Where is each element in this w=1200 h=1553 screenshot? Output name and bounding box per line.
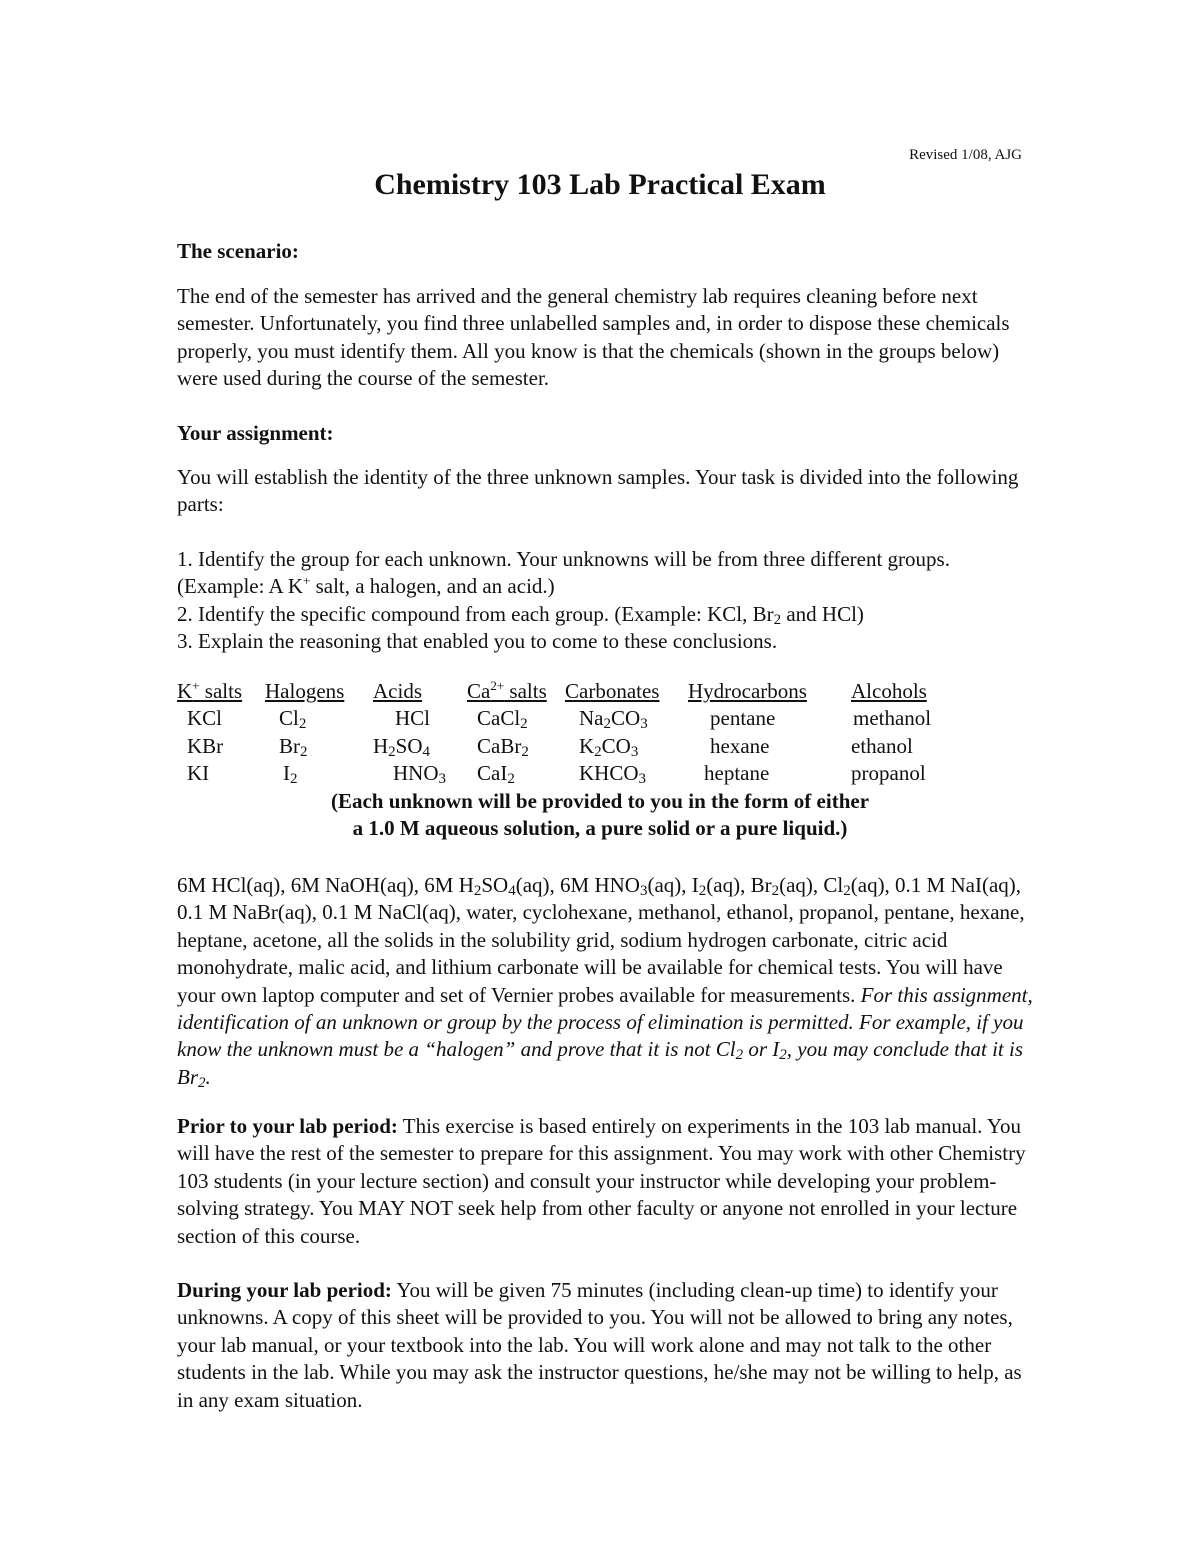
- step-1-text-a: 1. Identify the group for each unknown. Your unknowns will be from three different groups. (Example: A K: [177, 547, 950, 599]
- cell-cl2: $Cl_2$: [279, 706, 307, 733]
- during-paragraph: [177, 1277, 1037, 1414]
- cell-hexane: hexane: [710, 733, 770, 758]
- cell-methanol: methanol: [853, 706, 932, 731]
- cell-br2: $Br_2$: [279, 733, 308, 760]
- unknown-form-note: [0, 788, 1200, 843]
- prior-paragraph: [177, 1113, 1037, 1250]
- scenario-paragraph: The end of the semester has arrived and the general chemistry lab requires cleaning before next semester. Unfortunately, you find three unlabelled samples and, in order to dispose these chemicals properly, you must identify them. All you know is that the chemicals (shown in the groups below) were used during the course of the semester.: [177, 284, 1010, 391]
- step-2-text-a: 2. Identify the specific compound from each group. (Example: KCl, Br: [177, 601, 774, 626]
- header-alcohols: Alcohols: [851, 679, 927, 703]
- header-hydrocarbons: Hydrocarbons: [688, 679, 807, 703]
- note-line-2: a 1.0 M aqueous solution, a pure solid or a pure liquid.): [352, 816, 848, 841]
- cell-khco3: $KHCO_3$: [579, 761, 647, 788]
- cell-hno3: $HNO_3$: [393, 761, 446, 788]
- table-header-row: [177, 678, 951, 705]
- assignment-heading-text: Your assignment:: [177, 421, 334, 445]
- header-carbonates: Carbonates: [565, 679, 660, 703]
- page-title: Chemistry 103 Lab Practical Exam: [374, 168, 826, 201]
- step-2: [177, 601, 1037, 628]
- table-row: [177, 760, 951, 787]
- step-3: 3. Explain the reasoning that enabled you to come to these conclusions.: [177, 629, 778, 654]
- note-line-1: (Each unknown will be provided to you in the form of either: [330, 789, 870, 813]
- step-1-text-b: salt, a halogen, and an acid.): [310, 574, 555, 599]
- header-acids: Acids: [373, 679, 422, 703]
- reagents-paragraph: 6M HCl(aq), 6M NaOH(aq), 6M $H_2SO_4(aq)$, 6M $HNO_3(aq)$, $I_2(aq)$, $Br_2(aq)$, $Cl_2(aq)$, 0.1 M NaI(aq), 0.1 M NaBr(aq), 0.1 M NaCl(aq), water, cyclohexane, methanol, ethanol, propanol, pentane, hexane, heptane, acetone, all the solids in the solubility grid, sodium hydrogen carbonate, citric acid monohydrate, malic acid, and lithium carbonate will be available for chemical tests. You will have your own laptop computer and set of Vernier probes available for measurements. For this assignment, identification of an unknown or group by the process of elimination is permitted. For example, if you know the unknown must be a “halogen” and prove that it is not $Cl_2$ or $I_2$, you may conclude that it is $Br_2$.: [177, 873, 1033, 1091]
- assignment-steps: [177, 546, 1037, 656]
- step-1: [177, 546, 1037, 601]
- assignment-heading: [177, 420, 1037, 447]
- cell-na2co3: $Na_2CO_3$: [579, 706, 648, 733]
- cell-heptane: heptane: [704, 761, 770, 786]
- cell-cai2: CaI$_2$: [477, 761, 515, 788]
- chemical-groups-table: [177, 678, 951, 788]
- cell-pentane: pentane: [710, 706, 776, 731]
- cell-cabr2: CaBr$_2$: [477, 733, 529, 760]
- header-k-salts: K+ salts: [177, 678, 243, 703]
- header-ca-salts: $Ca^{2+}$ salts: [467, 678, 547, 703]
- cell-kcl: KCl: [187, 706, 223, 731]
- table-row: [177, 733, 951, 760]
- scenario-heading-text: The scenario:: [177, 239, 299, 263]
- revision-note: Revised 1/08, AJG: [909, 147, 1022, 163]
- step-2-text-b: and HCl): [781, 601, 864, 626]
- scenario-heading: [177, 238, 1037, 265]
- assignment-intro: You will establish the identity of the three unknown samples. Your task is divided into the following parts:: [177, 465, 1019, 517]
- step-2-sub: 2: [773, 611, 782, 628]
- table-row: [177, 705, 951, 732]
- cell-cacl2: CaCl$_2$: [477, 706, 528, 733]
- cell-hcl: HCl: [395, 706, 431, 731]
- cell-k2co3: $K_2CO_3$: [579, 733, 639, 760]
- step-1-sup: +: [302, 573, 311, 589]
- cell-kbr: KBr: [187, 733, 224, 758]
- prior-heading: Prior to your lab period:: [177, 1114, 398, 1138]
- cell-propanol: propanol: [851, 761, 926, 786]
- cell-h2so4: $H_2SO_4$: [373, 733, 431, 760]
- cell-ki: KI: [187, 761, 210, 786]
- prior-text: This exercise is based entirely on experiments in the 103 lab manual. You will have the rest of the semester to prepare for this assignment. You may work with other Chemistry 103 students (in your lecture section) and consult your instructor while developing your problem-solving strategy. You MAY NOT seek help from other faculty or anyone not enrolled in your lecture section of this course.: [177, 1114, 1026, 1248]
- cell-i2: $I_2$: [283, 761, 298, 788]
- elimination-note: For this assignment, identification of an unknown or group by the process of elimination is permitted. For example, if you know the unknown must be a “halogen” and prove that it is not $Cl_2$ or $I_2$, you may conclude that it is $Br_2$.: [177, 982, 1033, 1091]
- cell-ethanol: ethanol: [851, 733, 913, 758]
- during-text: You will be given 75 minutes (including clean-up time) to identify your unknowns. A copy of this sheet will be provided to you. You will not be allowed to bring any notes, your lab manual, or your textbook into the lab. You will work alone and may not talk to the other students in the lab. While you may ask the instructor questions, he/she may not be willing to help, as in any exam situation.: [177, 1278, 1022, 1412]
- during-heading: During your lab period:: [177, 1278, 392, 1302]
- header-halogens: Halogens: [265, 679, 345, 703]
